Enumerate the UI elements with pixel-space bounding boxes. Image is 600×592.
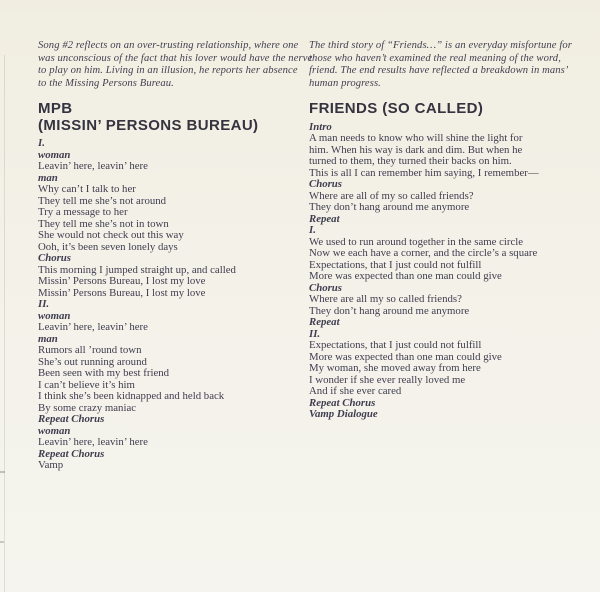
- intro-line: The third story of “Friends…” is an everyday misfortune for: [309, 40, 572, 51]
- section-marker: Repeat Chorus: [309, 396, 376, 409]
- section-marker: Repeat: [309, 316, 340, 329]
- section-marker: Repeat: [309, 212, 340, 225]
- intro-line: those who haven’t examined the real meaning of the word,: [309, 52, 561, 64]
- intro-line: to play on him. Living in an illusion, he reports her absence: [38, 65, 298, 77]
- song-title-line: (MISSIN’ PERSONS BUREAU): [38, 116, 259, 134]
- lyric-line: Vamp: [38, 459, 64, 472]
- lyric-line: I wonder if she ever really loved me: [309, 373, 466, 386]
- intro-line: Song #2 reflects on an over-trusting relationship, where one: [38, 40, 299, 51]
- lyric-line: We used to run around together in the same circle: [309, 235, 524, 248]
- section-marker: woman: [38, 309, 71, 322]
- lyric-line: She would not check out this way: [38, 229, 184, 242]
- section-marker: Chorus: [38, 252, 72, 265]
- lyric-line: Missin’ Persons Bureau, I lost my love: [38, 286, 206, 299]
- lyric-line: Try a message to her: [38, 206, 128, 219]
- section-marker: woman: [38, 424, 71, 437]
- lyric-line: They tell me she’s not around: [38, 194, 167, 207]
- section-marker: man: [38, 332, 58, 345]
- section-marker: Chorus: [309, 281, 343, 294]
- lyric-line: This morning I jumped straight up, and called: [38, 263, 236, 276]
- lyric-line: This is all I can remember him saying, I remember—: [309, 166, 539, 179]
- lyric-line: A man needs to know who will shine the light for: [309, 132, 523, 145]
- section-marker: II.: [309, 327, 321, 340]
- lyric-line: They don’t hang around me anymore: [309, 201, 470, 214]
- section-marker: I.: [38, 137, 45, 150]
- song-title-line: FRIENDS (SO CALLED): [309, 100, 484, 118]
- lyric-line: More was expected than one man could give: [309, 270, 502, 283]
- lyric-line: Been seen with my best friend: [38, 367, 170, 380]
- intro-line: to the Missing Persons Bureau.: [38, 77, 174, 89]
- lyric-line: Where are all of my so called friends?: [309, 189, 474, 202]
- lyric-line: Leavin’ here, leavin’ here: [38, 321, 148, 334]
- lyric-line: turned to them, they turned their backs on him.: [309, 155, 512, 168]
- lyric-line: Rumors all ’round town: [38, 344, 142, 357]
- song-section-friends: [309, 40, 577, 421]
- lyric-line: Where are all my so called friends?: [309, 293, 462, 306]
- lyric-line: They tell me she’s not in town: [38, 217, 169, 230]
- section-marker: man: [38, 171, 58, 184]
- section-marker: II.: [38, 298, 50, 311]
- lyric-line: She’s out running around: [38, 355, 147, 368]
- lyric-line: Why can’t I talk to her: [38, 183, 136, 196]
- lyric-line: Ooh, it’s been seven lonely days: [38, 240, 178, 253]
- section-marker: Repeat Chorus: [38, 447, 105, 460]
- lyric-line: They don’t hang around me anymore: [309, 304, 470, 317]
- song-title-friends: [309, 101, 577, 118]
- section-marker: Repeat Chorus: [38, 413, 105, 426]
- lyric-line: More was expected than one man could give: [309, 350, 502, 363]
- lyric-line: him. When his way is dark and dim. But when he: [309, 143, 523, 156]
- lyric-line: Leavin’ here, leavin’ here: [38, 436, 148, 449]
- song-title-mpb: [38, 101, 298, 134]
- section-marker: woman: [38, 148, 71, 161]
- lyric-line: By some crazy maniac: [38, 401, 137, 414]
- song-section-mpb: [38, 40, 313, 472]
- song-intro-note-mpb: [38, 40, 313, 90]
- intro-line: human progress.: [309, 77, 381, 89]
- lyrics-block-friends: [309, 122, 577, 421]
- intro-line: friend. The end results have reflected a breakdown in mans’: [309, 65, 569, 77]
- lyric-line: Expectations, that I just could not fulfill: [309, 339, 482, 352]
- lyric-line: Now we each have a corner, and the circle’s a square: [309, 247, 538, 260]
- scan-edge-artifact: [4, 55, 5, 592]
- section-marker: I.: [309, 224, 316, 237]
- section-marker: Chorus: [309, 178, 343, 191]
- scan-edge-mark: [0, 541, 4, 543]
- lyrics-block-mpb: [38, 138, 298, 472]
- lyric-line: Missin’ Persons Bureau, I lost my love: [38, 275, 206, 288]
- section-marker: Vamp Dialogue: [309, 408, 378, 421]
- intro-line: was unconscious of the fact that his lover would have the nerve: [38, 52, 313, 64]
- lyric-line: My woman, she moved away from here: [309, 362, 481, 375]
- lyric-line: Expectations, that I just could not fulfill: [309, 258, 482, 271]
- lyric-line: I think she’s been kidnapped and held back: [38, 390, 225, 403]
- scan-edge-mark: [0, 471, 5, 473]
- lyric-line: And if she ever cared: [309, 385, 402, 398]
- lyric-line: Leavin’ here, leavin’ here: [38, 160, 148, 173]
- lyric-line: I can’t believe it’s him: [38, 378, 135, 391]
- song-title-line: MPB: [38, 100, 73, 118]
- section-marker: Intro: [309, 120, 332, 133]
- song-intro-note-friends: [309, 40, 577, 90]
